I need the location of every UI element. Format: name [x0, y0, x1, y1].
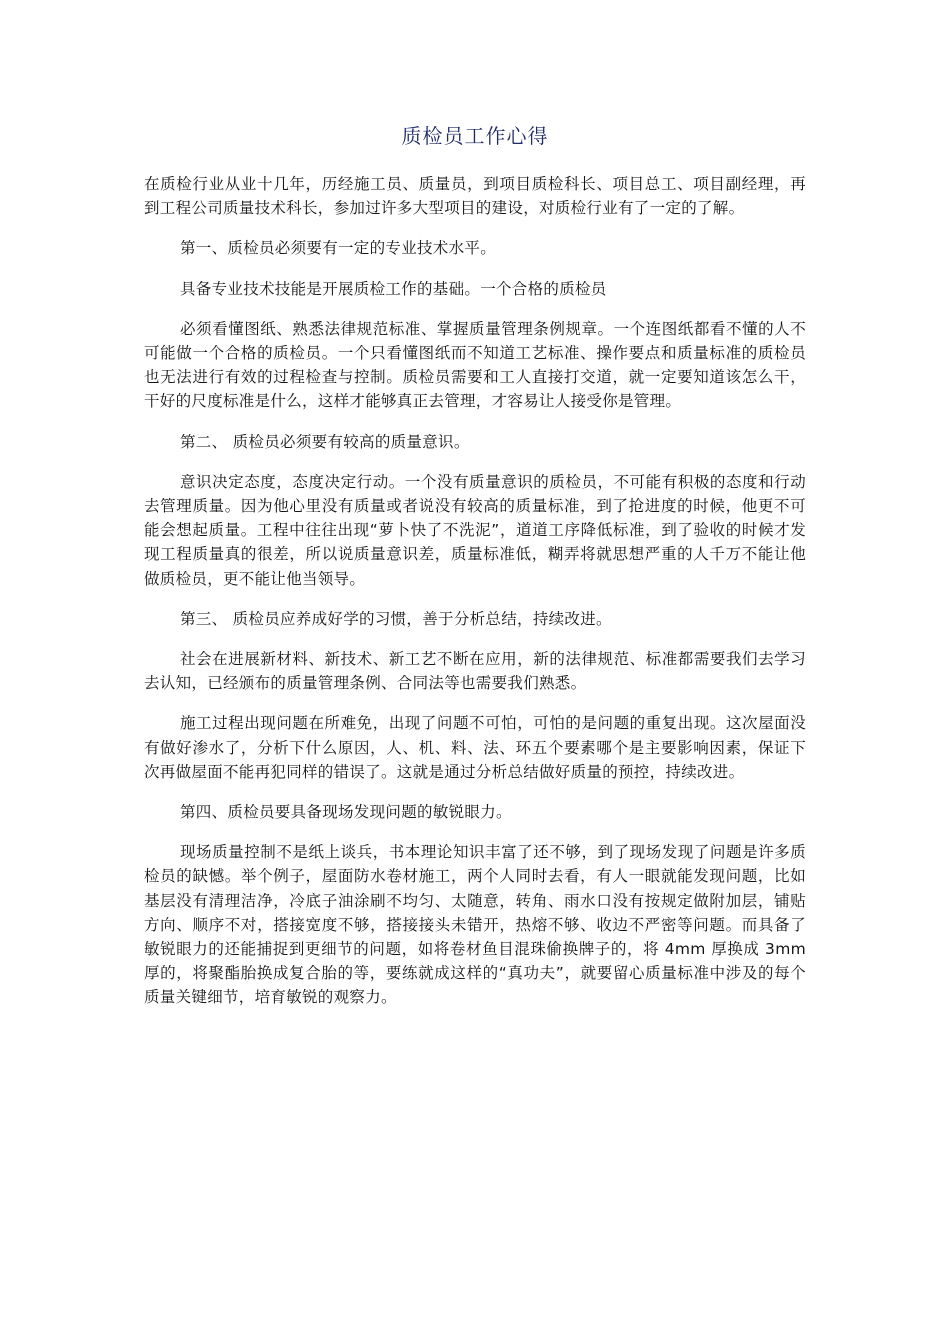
heading-point-two: 第二、 质检员必须要有较高的质量意识。 [180, 432, 470, 451]
paragraph-gap [144, 301, 806, 317]
heading-point-one: 第一、质检员必须要有一定的专业技术水平。 [180, 239, 497, 258]
paragraph-gap [144, 695, 806, 711]
paragraph-point-two: 意识决定态度，态度决定行动。一个没有质量意识的质检员，不可能有积极的态度和行动去管理质量。因为他心里没有质量或者说没有较高的质量标准，到了抢进度的时候，他更不可能会想起质量。工程中往往出现“萝卜快了不洗泥”，道道工序降低标准，到了验收的时候才发现工程质量真的很差，所以说质量意识差，质量标准低，糊弄将就思想严重的人千万不能让他做质检员，更不能让他当领导。 [144, 472, 806, 588]
paragraph-gap [144, 824, 806, 840]
paragraph-point-one-a: 具备专业技术技能是开展质检工作的基础。一个合格的质检员 [180, 279, 607, 298]
paragraph-point-three-a: 社会在进展新材料、新技术、新工艺不断在应用，新的法律规范、标准都需要我们去学习去认知，已经颁布的质量管理条例、合同法等也需要我们熟悉。 [144, 650, 806, 693]
paragraph-point-four: 现场质量控制不是纸上谈兵，书本理论知识丰富了还不够，到了现场发现了问题是许多质检员的缺憾。举个例子，屋面防水卷材施工，两个人同时去看，有人一眼就能发现问题，比如基层没有清理洁净，冷底子油涂刷不均匀、太随意，转角、雨水口没有按规定做附加层，铺贴方向、顺序不对，搭接宽度不够，搭接接头未错开，热熔不够、收边不严密等问题。而具备了敏锐眼力的还能捕捉到更细节的问题，如将卷材鱼目混珠偷换牌子的，将 4mm 厚换成 3mm 厚的，将聚酯胎换成复合胎的等，要练就成这样的“真功夫”，就要留心质量标准中涉及的每个质量关键细节，培育敏锐的观察力。 [144, 843, 806, 1007]
paragraph-gap [144, 220, 806, 236]
document-body [144, 172, 806, 1010]
paragraph-gap [144, 454, 806, 470]
paragraph-gap [144, 261, 806, 277]
paragraph-gap [144, 631, 806, 647]
paragraph-gap [144, 784, 806, 800]
heading-point-four: 第四、质检员要具备现场发现问题的敏锐眼力。 [180, 803, 512, 822]
paragraph-point-three-b: 施工过程出现问题在所难免，出现了问题不可怕，可怕的是问题的重复出现。这次屋面没有做好渗水了，分析下什么原因，人、机、料、法、环五个要素哪个是主要影响因素，保证下次再做屋面不能再犯同样的错误了。这就是通过分析总结做好质量的预控，持续改进。 [144, 714, 806, 781]
paragraph-point-one-b: 必须看懂图纸、熟悉法律规范标准、掌握质量管理条例规章。一个连图纸都看不懂的人不可能做一个合格的质检员。一个只看懂图纸而不知道工艺标准、操作要点和质量标准的质检员也无法进行有效的过程检查与控制。质检员需要和工人直接打交道，就一定要知道该怎么干，干好的尺度标准是什么，这样才能够真正去管理，才容易让人接受你是管理。 [144, 319, 806, 411]
heading-point-three: 第三、 质检员应养成好学的习惯，善于分析总结，持续改进。 [180, 609, 612, 628]
document-title: 质检员工作心得 [401, 124, 549, 148]
paragraph-intro: 在质检行业从业十几年，历经施工员、质量员，到项目质检科长、项目总工、项目副经理，再到工程公司质量技术科长，参加过许多大型项目的建设，对质检行业有了一定的了解。 [144, 175, 806, 218]
paragraph-gap [144, 591, 806, 607]
paragraph-gap [144, 414, 806, 430]
